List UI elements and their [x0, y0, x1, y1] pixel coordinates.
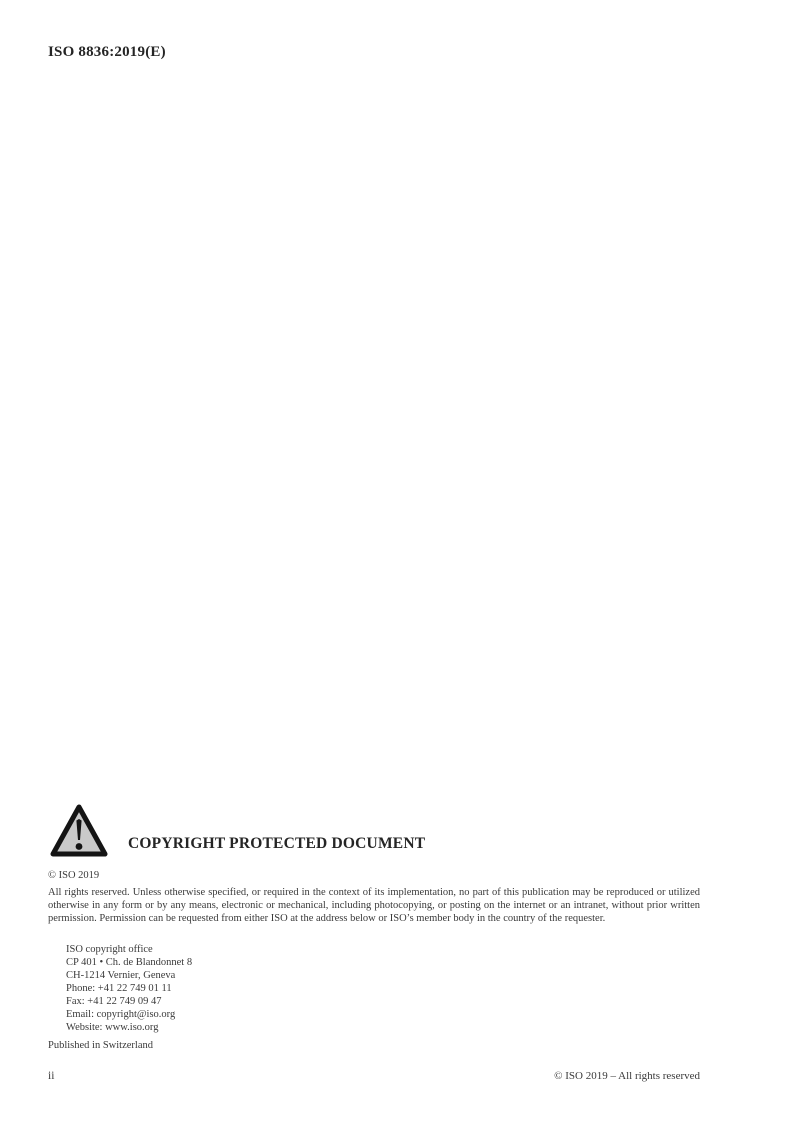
- warning-triangle-icon: [50, 803, 108, 859]
- address-line-email: Email: copyright@iso.org: [66, 1009, 176, 1020]
- address-line-fax: Fax: +41 22 749 09 47: [66, 996, 162, 1007]
- copyright-banner-title: COPYRIGHT PROTECTED DOCUMENT: [128, 835, 426, 852]
- footer-copyright-notice: © ISO 2019 – All rights reserved: [554, 1070, 700, 1082]
- iso-address-block: [66, 943, 192, 1034]
- document-id-header: ISO 8836:2019(E): [48, 44, 166, 60]
- address-line-phone: Phone: +41 22 749 01 11: [66, 983, 172, 994]
- copyright-year-line: © ISO 2019: [48, 870, 100, 881]
- copyright-legal-text: All rights reserved. Unless otherwise specified, or required in the context of its implementation, no part of this publication may be reproduced or utilized otherwise in any form or by any means, electronic or mechanical, including photocopying, or posting on the internet or an intranet, without prior written permission. Permission can be requested from either ISO at the address below or ISO’s member body in the country of the requester.: [48, 887, 700, 924]
- published-in-line: Published in Switzerland: [48, 1040, 153, 1051]
- address-line: CH-1214 Vernier, Geneva: [66, 970, 176, 981]
- copyright-banner: [50, 803, 425, 859]
- address-line: ISO copyright office: [66, 944, 153, 955]
- page-number: ii: [48, 1070, 55, 1082]
- address-line-website: Website: www.iso.org: [66, 1022, 159, 1033]
- address-line: CP 401 • Ch. de Blandonnet 8: [66, 957, 193, 968]
